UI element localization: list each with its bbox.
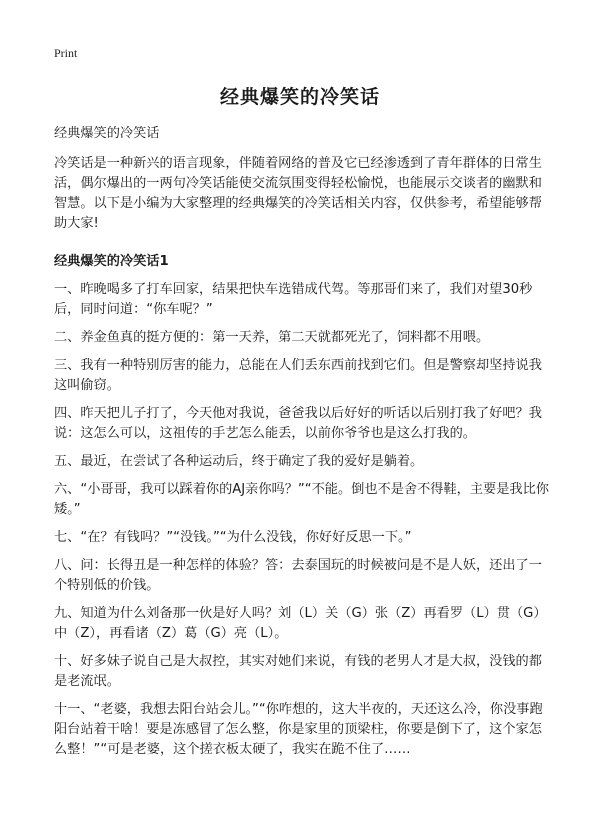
- joke-paragraph: 十一、“老婆，我想去阳台站会儿。”“你咋想的，这大半夜的，天还这么冷，你没事跑阳台站着干啥！要是冻感冒了怎么整，你是家里的顶梁柱，你要是倒下了，这个家怎么整！”“可是老婆，这个搓衣板太硬了，我实在跪不住了……: [54, 702, 543, 757]
- joke-paragraph: 七、“在？有钱吗？”“没钱。”“为什么没钱，你好好反思一下。”: [54, 530, 412, 545]
- article-title: 经典爆笑的冷笑话: [219, 86, 380, 108]
- joke-paragraph: 十、好多妹子说自己是大叔控，其实对她们来说，有钱的老男人才是大叔，没钱的都是老流氓。: [54, 654, 542, 689]
- joke-paragraph: 四、昨天把儿子打了，今天他对我说，爸爸我以后好好的听话以后别打我了好吧？我说：这怎么可以，这祖传的手艺怎么能丢，以前你爷爷也是这么打我的。: [54, 406, 542, 441]
- joke-paragraph: 九、知道为什么刘备那一伙是好人吗？刘（L）关（G）张（Z）再看罗（L）贯（G）中（Z），再看诸（Z）葛（G）亮（L）。: [54, 606, 547, 641]
- print-label: Print: [54, 46, 78, 60]
- article-body: [54, 124, 554, 768]
- joke-paragraph: 八、问：长得丑是一种怎样的体验？答：去泰国玩的时候被问是不是人妖，还出了一个特别低的价钱。: [54, 558, 542, 593]
- intro-paragraph: 冷笑话是一种新兴的语言现象，伴随着网络的普及它已经渗透到了青年群体的日常生活，偶尔爆出的一两句冷笑话能使交流氛围变得轻松愉悦，也能展示交谈者的幽默和智慧。以下是小编为大家整理的经典爆笑的冷笑话相关内容，仅供参考，希望能够帮助大家!: [54, 156, 542, 231]
- joke-paragraph: 三、我有一种特别厉害的能力，总能在人们丢东西前找到它们。但是警察却坚持说我这叫偷窃。: [54, 358, 542, 393]
- joke-paragraph: 二、养金鱼真的挺方便的：第一天养，第二天就都死光了，饲料都不用喂。: [54, 330, 490, 345]
- section-heading: 经典爆笑的冷笑话1: [54, 254, 169, 269]
- joke-paragraph: 一、昨晚喝多了打车回家，结果把快车选错成代驾。等那哥们来了，我们对望30秒后，同时问道：“你车呢？”: [54, 282, 533, 317]
- article-subtitle: 经典爆笑的冷笑话: [54, 126, 160, 141]
- joke-paragraph: 五、最近，在尝试了各种运动后，终于确定了我的爱好是躺着。: [54, 454, 424, 469]
- joke-paragraph: 六、“小哥哥，我可以踩着你的AJ亲你吗？”“不能。倒也不是舍不得鞋，主要是我比你矮。”: [54, 482, 549, 517]
